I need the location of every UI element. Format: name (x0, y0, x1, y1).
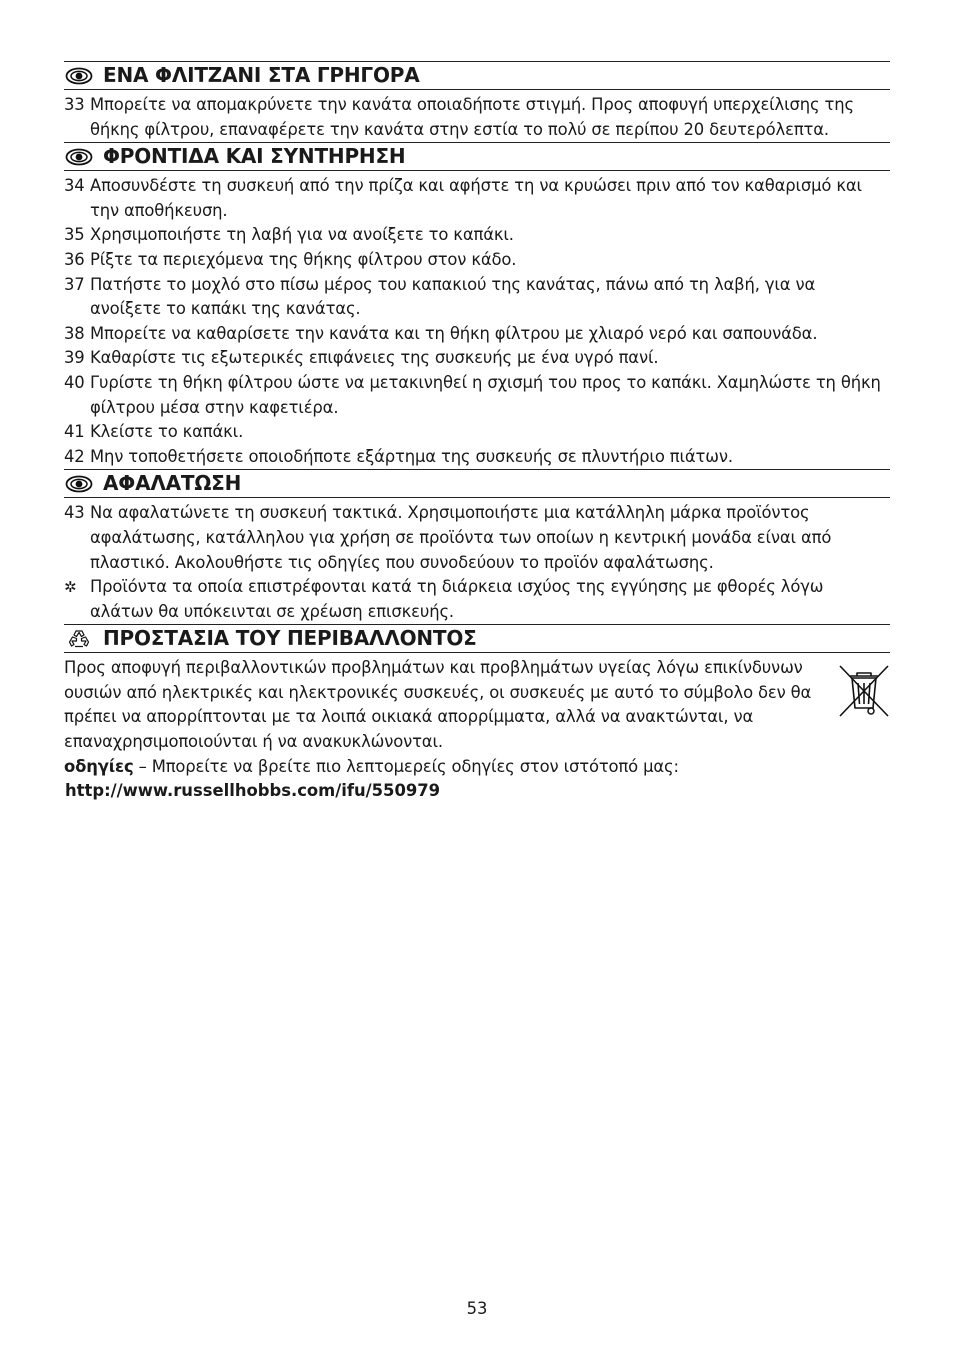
section-one-cup-fast (64, 61, 890, 142)
list-item: 36 Ρίξτε τα περιεχόμενα της θήκης φίλτρου στον κάδο. (64, 249, 517, 269)
crossed-out-wheelie-bin-icon (838, 664, 890, 718)
page-number: 53 (466, 1299, 488, 1318)
list-item: 40 Γυρίστε τη θήκη φίλτρου ώστε να μετακινηθεί η σχισμή του προς το καπάκι. Χαμηλώστε τη θήκη φίλτρου μέσα στην καφετιέρα. (64, 372, 881, 417)
star-icon: ✲ (64, 578, 77, 597)
section-heading (64, 624, 890, 653)
list-item: 43 Να αφαλατώνετε τη συσκευή τακτικά. Χρησιμοποιήστε μια κατάλληλη μάρκα προϊόντος αφαλάτωσης, κατάλληλου για χρήση σε προϊόντα των οποίων η κεντρική μονάδα είναι από πλαστικό. Ακολουθήστε τις οδηγίες που συνοδεύουν το προϊόν αφαλάτωσης. (64, 503, 832, 572)
section-environment (64, 624, 890, 804)
section-title: ΠΡΟΣΤΑΣΙΑ ΤΟΥ ΠΕΡΙΒΑΛΛΟΝΤΟΣ (103, 626, 477, 651)
eye-icon (64, 147, 94, 167)
section-title: ΦΡΟΝΤΙΔΑ ΚΑΙ ΣΥΝΤΗΡΗΣΗ (103, 144, 406, 169)
instructions-line (64, 755, 890, 780)
instructions-url[interactable]: http://www.russellhobbs.com/ifu/550979 (65, 781, 441, 801)
section-heading (64, 142, 890, 171)
list-item: 39 Καθαρίστε τις εξωτερικές επιφάνειες της συσκευής με ένα υγρό πανί. (64, 348, 659, 368)
eye-icon (64, 474, 94, 494)
list-item: 37 Πατήστε το μοχλό στο πίσω μέρος του καπακιού της κανάτας, πάνω από τη λαβή, για να ανοίξετε το καπάκι της κανάτας. (64, 274, 816, 319)
list-item: 35 Χρησιμοποιήστε τη λαβή για να ανοίξετε το καπάκι. (64, 225, 514, 245)
section-heading (64, 469, 890, 498)
warning-item: ✲ Προϊόντα τα οποία επιστρέφονται κατά τη διάρκεια ισχύος της εγγύησης με φθορές λόγω αλάτων θα υπόκεινται σε χρέωση επισκευής. (64, 577, 824, 621)
instructions-text: – Μπορείτε να βρείτε πιο λεπτομερείς οδηγίες στον ιστότοπό μας: (133, 756, 679, 776)
section-title: ΕΝΑ ΦΛΙΤΖΑΝΙ ΣΤΑ ΓΡΗΓΟΡΑ (103, 63, 420, 87)
section-descaling (64, 469, 890, 624)
section-title: ΑΦΑΛΑΤΩΣΗ (103, 471, 242, 496)
section-care-maintenance (64, 142, 890, 469)
section-heading (64, 61, 890, 90)
eye-icon (64, 66, 94, 86)
list-item: 34 Αποσυνδέστε τη συσκευή από την πρίζα και αφήστε τη να κρυώσει πριν από τον καθαρισμό και την αποθήκευση. (64, 176, 862, 220)
list-item: 42 Μην τοποθετήσετε οποιοδήποτε εξάρτημα της συσκευής σε πλυντήριο πιάτων. (64, 446, 733, 466)
recycle-icon (64, 629, 94, 649)
environment-paragraph: Προς αποφυγή περιβαλλοντικών προβλημάτων και προβλημάτων υγείας λόγω επικίνδυνων ουσιών από ηλεκτρικές και ηλεκτρονικές συσκευές, οι συσκευές με αυτό το σύμβολο δεν θα πρέπει να απορρίπτονται με τα λοιπά οικιακά απορρίμματα, αλλά να ανακτώνται, να επαναχρησιμοποιούνται ή να ανακυκλώνονται. (64, 658, 812, 752)
environment-notice (64, 656, 890, 754)
manual-content (64, 61, 890, 804)
list-item: 41 Κλείστε το καπάκι. (64, 422, 244, 442)
list-item: 33 Μπορείτε να απομακρύνετε την κανάτα οποιαδήποτε στιγμή. Προς αποφυγή υπερχείλισης της θήκης φίλτρου, επαναφέρετε την κανάτα στην εστία το πολύ σε περίπου 20 δευτερόλεπτα. (64, 95, 854, 139)
instructions-label: οδηγίες (64, 756, 134, 776)
list-item: 38 Μπορείτε να καθαρίσετε την κανάτα και τη θήκη φίλτρου με χλιαρό νερό και σαπουνάδα. (64, 323, 818, 343)
